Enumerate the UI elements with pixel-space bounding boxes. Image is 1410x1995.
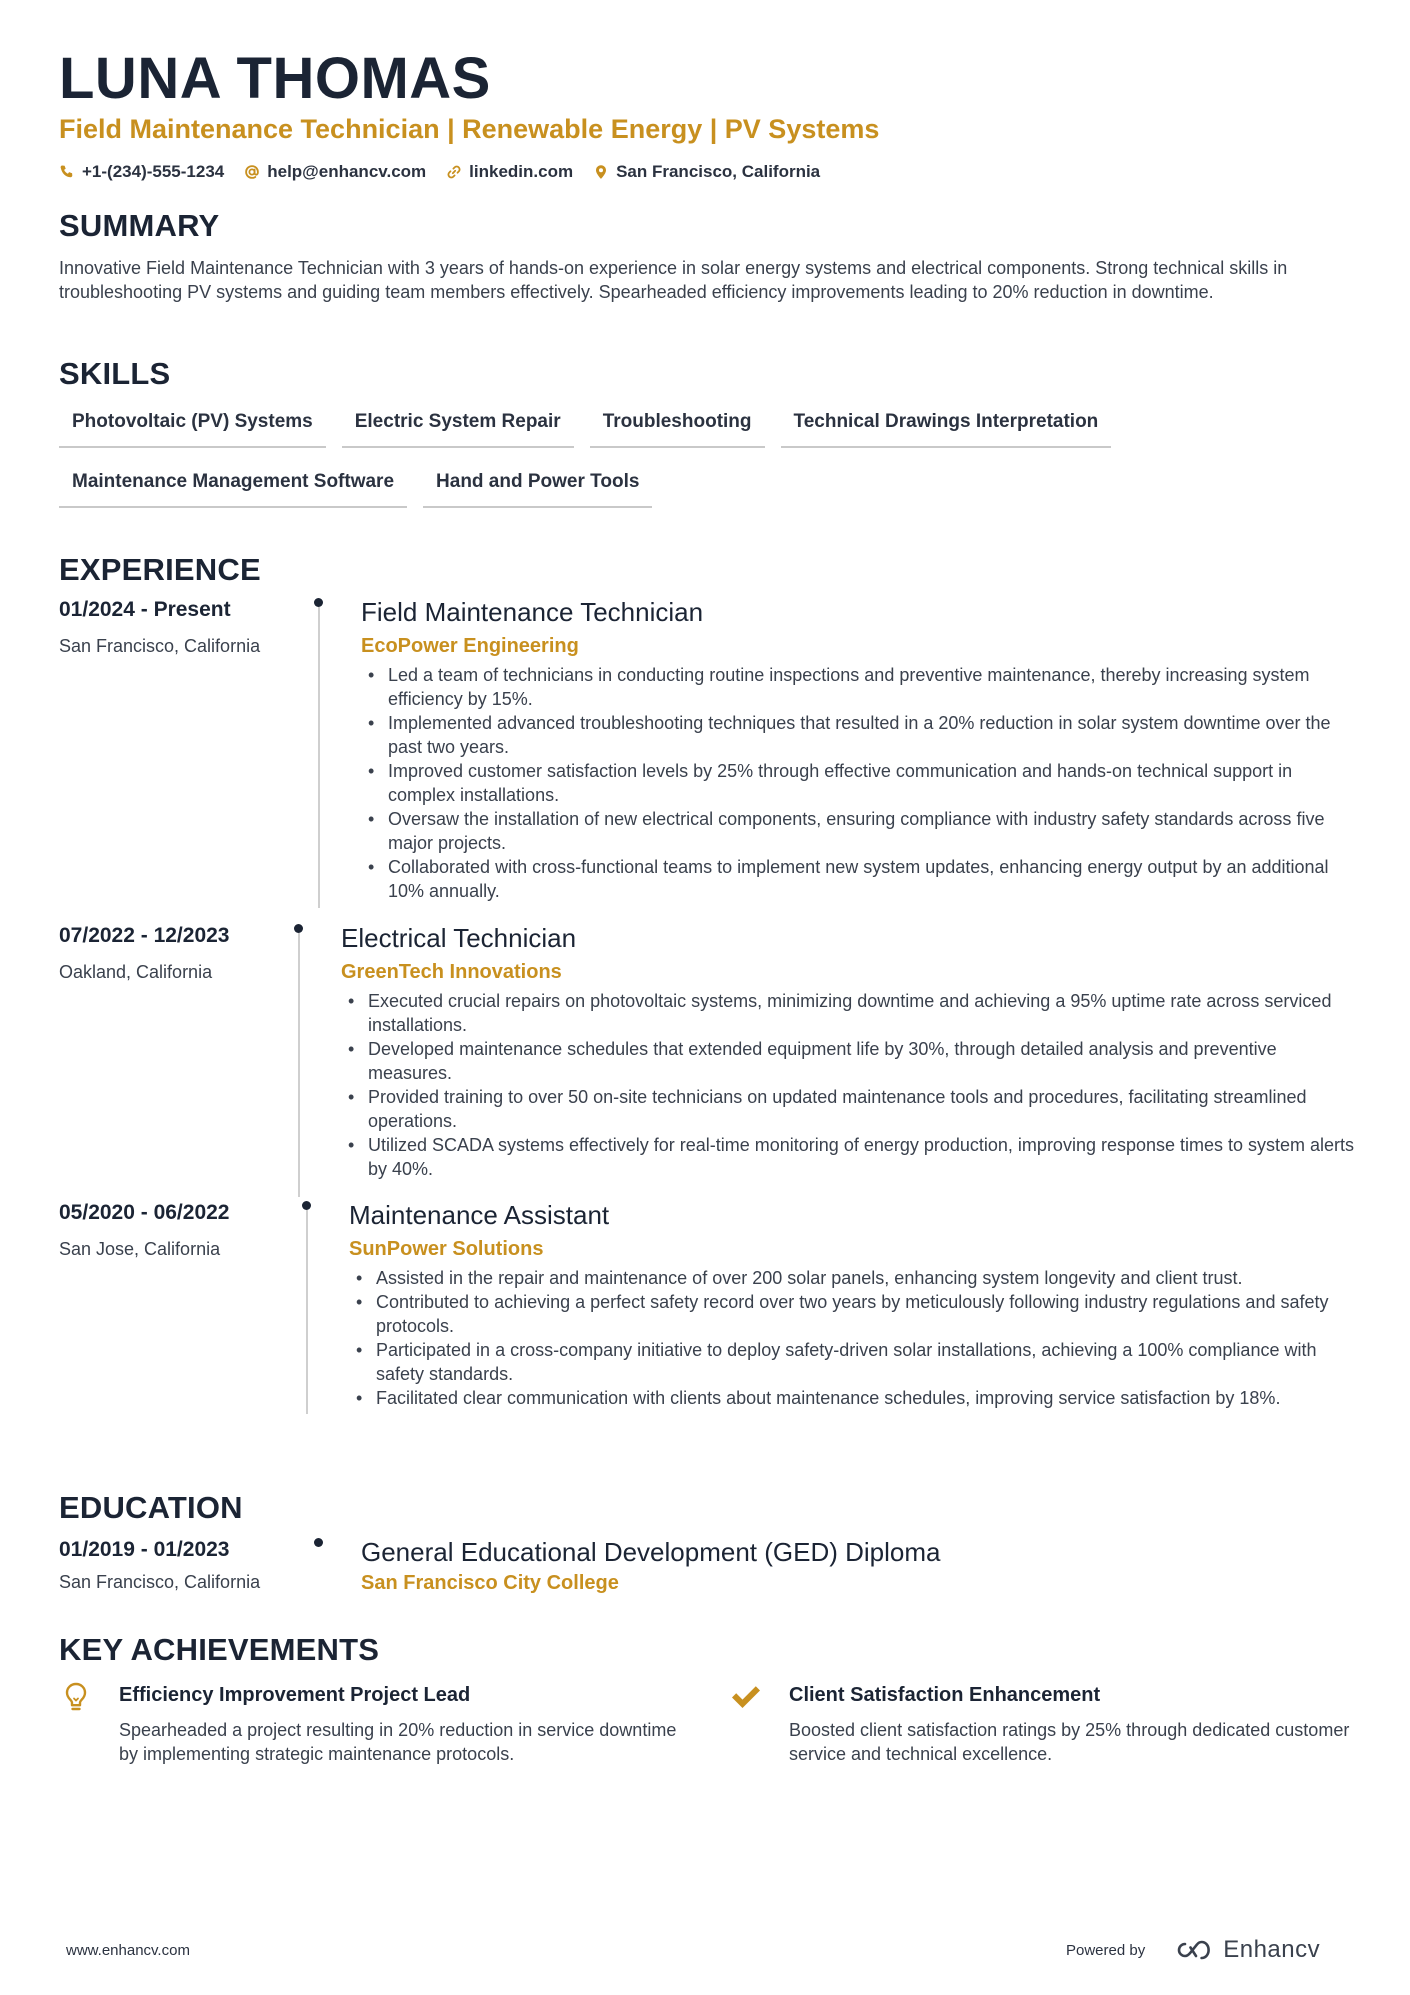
experience-bullets: [349, 1266, 1361, 1410]
footer-branding: [1066, 1930, 1320, 1970]
experience-body: [349, 1199, 1361, 1410]
experience-body: [361, 596, 1361, 903]
candidate-headline: Field Maintenance Technician | Renewable Energy | PV Systems: [59, 114, 880, 144]
experience-company: EcoPower Engineering: [361, 635, 579, 657]
experience-entry: [59, 596, 1359, 914]
contact-bar: [59, 160, 840, 184]
experience-entry: [59, 922, 1359, 1192]
achievement-text: Spearheaded a project resulting in 20% reduction in service downtime by implementing strategic maintenance protocols.: [119, 1720, 677, 1764]
experience-date: 07/2022 - 12/2023: [59, 924, 230, 947]
experience-role: Electrical Technician: [341, 923, 577, 953]
skills-row: [59, 404, 1359, 448]
lightbulb-icon: [59, 1680, 93, 1714]
experience-bullet: • Participated in a cross-company initiative to deploy safety-driven solar installations, achieving a 100% compliance with safety standards.: [349, 1338, 1361, 1386]
experience-role: Maintenance Assistant: [349, 1200, 610, 1230]
timeline-dot: [314, 598, 323, 607]
contact-phone[interactable]: [59, 162, 224, 182]
timeline-dot: [302, 1201, 311, 1210]
timeline-line: [298, 933, 300, 1197]
experience-bullets: [341, 989, 1361, 1181]
experience-bullet: • Led a team of technicians in conducting routine inspections and preventive maintenance, thereby increasing system efficiency by 15%.: [361, 663, 1361, 711]
contact-phone-text: +1-(234)-555-1234: [82, 162, 225, 181]
candidate-name: LUNA THOMAS: [59, 46, 491, 111]
contact-location: [593, 162, 820, 182]
education-body: [361, 1536, 1361, 1596]
powered-by-label: Powered by: [1066, 1941, 1146, 1959]
experience-entry: [59, 1199, 1359, 1469]
experience-bullet: • Developed maintenance schedules that extended equipment life by 30%, through detailed analysis and preventive measures.: [341, 1037, 1361, 1085]
phone-icon: [59, 164, 75, 180]
experience-bullets: [361, 663, 1361, 903]
experience-date: 05/2020 - 06/2022: [59, 1201, 230, 1224]
education-school: San Francisco City College: [361, 1572, 619, 1594]
location-pin-icon: [593, 164, 609, 180]
experience-company: SunPower Solutions: [349, 1238, 544, 1260]
education-entry: [59, 1536, 1359, 1606]
education-location: San Francisco, California: [59, 1572, 261, 1592]
skills-heading: SKILLS: [59, 356, 171, 391]
skills-row: [59, 464, 1359, 508]
experience-role: Field Maintenance Technician: [361, 597, 704, 627]
experience-bullet: • Utilized SCADA systems effectively for real-time monitoring of energy production, improving response times to system alerts by 40%.: [341, 1133, 1361, 1181]
achievement-text: Boosted client satisfaction ratings by 25% through dedicated customer service and technical excellence.: [789, 1720, 1350, 1764]
experience-date: 01/2024 - Present: [59, 598, 231, 621]
experience-company: GreenTech Innovations: [341, 961, 562, 983]
skill-tag: Troubleshooting: [590, 404, 765, 448]
experience-bullet: • Implemented advanced troubleshooting techniques that resulted in a 20% reduction in solar system downtime over the past two years.: [361, 711, 1361, 759]
achievement-title: Client Satisfaction Enhancement: [789, 1684, 1101, 1706]
experience-location: Oakland, California: [59, 962, 213, 982]
experience-bullet: • Oversaw the installation of new electrical components, ensuring compliance with industry safety standards across five major projects.: [361, 807, 1361, 855]
achievement-title: Efficiency Improvement Project Lead: [119, 1684, 471, 1706]
contact-email-text: help@enhancv.com: [267, 162, 427, 181]
timeline-dot: [314, 1538, 323, 1547]
contact-email[interactable]: [244, 162, 426, 182]
experience-body: [341, 922, 1361, 1181]
experience-bullet: • Executed crucial repairs on photovoltaic systems, minimizing downtime and achieving a 95% uptime rate across serviced installations.: [341, 989, 1361, 1037]
experience-bullet: • Contributed to achieving a perfect safety record over two years by meticulously following industry regulations and safety protocols.: [349, 1290, 1361, 1338]
enhancv-logo-text: Enhancv: [1223, 1936, 1321, 1963]
timeline-dot: [294, 924, 303, 933]
experience-heading: EXPERIENCE: [59, 552, 261, 587]
experience-location: San Francisco, California: [59, 636, 261, 656]
contact-linkedin-text: linkedin.com: [469, 162, 574, 181]
skill-tag: Maintenance Management Software: [59, 464, 407, 508]
enhancv-logo[interactable]: [1171, 1936, 1320, 1964]
at-icon: [244, 164, 260, 180]
enhancv-logo-icon: [1171, 1936, 1215, 1964]
timeline-line: [318, 607, 320, 908]
summary-heading: SUMMARY: [59, 208, 220, 243]
link-icon: [446, 164, 462, 180]
contact-linkedin[interactable]: [446, 162, 573, 182]
experience-location: San Jose, California: [59, 1239, 221, 1259]
skill-tag: Technical Drawings Interpretation: [781, 404, 1112, 448]
checkmark-icon: [729, 1680, 763, 1714]
footer-website[interactable]: www.enhancv.com: [66, 1942, 190, 1959]
timeline-line: [306, 1210, 308, 1414]
experience-bullet: • Assisted in the repair and maintenance of over 200 solar panels, enhancing system longevity and client trust.: [349, 1266, 1361, 1290]
skill-tag: Hand and Power Tools: [423, 464, 652, 508]
experience-bullet: • Provided training to over 50 on-site technicians on updated maintenance tools and procedures, facilitating streamlined operations.: [341, 1085, 1361, 1133]
summary-text: Innovative Field Maintenance Technician with 3 years of hands-on experience in solar energy systems and electrical components. Strong technical skills in troubleshooting PV systems and guiding team members effectively. Spearheaded efficiency improvements leading to 20% reduction in downtime.: [59, 258, 1288, 302]
skill-tag: Electric System Repair: [342, 404, 574, 448]
education-degree: General Educational Development (GED) Diploma: [361, 1537, 941, 1567]
skill-tag: Photovoltaic (PV) Systems: [59, 404, 326, 448]
skills-list: [59, 404, 1359, 524]
education-heading: EDUCATION: [59, 1490, 243, 1525]
achievements-heading: KEY ACHIEVEMENTS: [59, 1632, 380, 1667]
experience-bullet: • Improved customer satisfaction levels by 25% through effective communication and hands-on technical support in complex installations.: [361, 759, 1361, 807]
contact-location-text: San Francisco, California: [616, 162, 821, 181]
experience-bullet: • Collaborated with cross-functional teams to implement new system updates, enhancing energy output by an additional 10% annually.: [361, 855, 1361, 903]
education-date: 01/2019 - 01/2023: [59, 1538, 230, 1561]
experience-bullet: • Facilitated clear communication with clients about maintenance schedules, improving service satisfaction by 18%.: [349, 1386, 1361, 1410]
